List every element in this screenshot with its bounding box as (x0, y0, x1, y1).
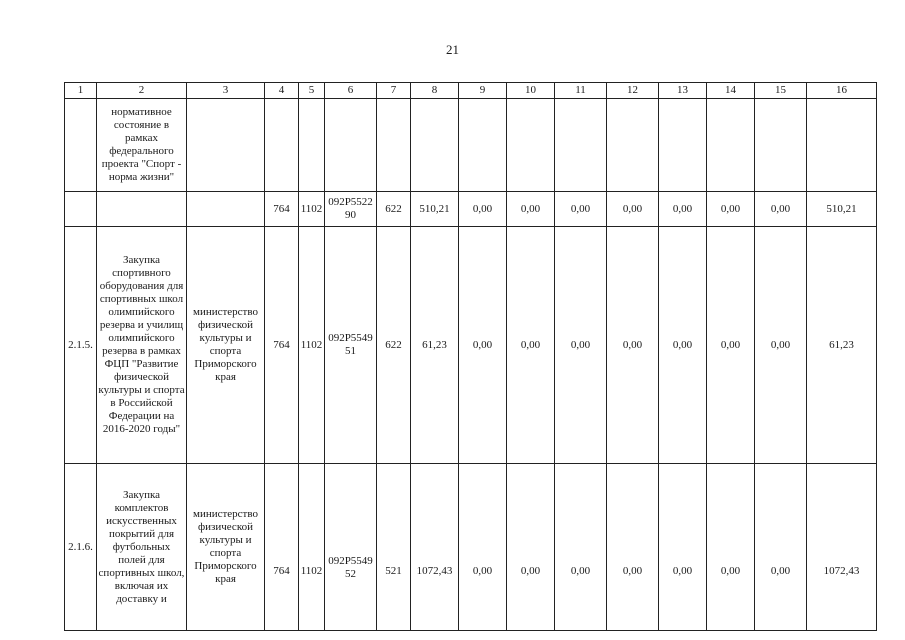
cell-section-code: 1102 (299, 464, 325, 631)
cell (607, 99, 659, 192)
cell-value: 0,00 (459, 464, 507, 631)
header-cell: 14 (707, 83, 755, 99)
header-cell: 7 (377, 83, 411, 99)
cell-ministry-code: 764 (265, 464, 299, 631)
header-cell: 11 (555, 83, 607, 99)
cell (507, 99, 555, 192)
cell-section-code: 1102 (299, 192, 325, 227)
cell-total: 61,23 (807, 227, 877, 464)
cell-code (65, 192, 97, 227)
cell-value: 0,00 (507, 227, 555, 464)
header-cell: 3 (187, 83, 265, 99)
budget-table (64, 82, 877, 631)
cell-total: 510,21 (807, 192, 877, 227)
table-row (65, 227, 877, 464)
cell (325, 99, 377, 192)
cell-value: 0,00 (507, 192, 555, 227)
cell-value: 0,00 (607, 227, 659, 464)
cell (411, 99, 459, 192)
cell-value: 0,00 (555, 192, 607, 227)
cell-value: 0,00 (659, 464, 707, 631)
cell-value: 61,23 (411, 227, 459, 464)
cell-executor (187, 192, 265, 227)
cell-code: 2.1.6. (65, 464, 97, 631)
cell (755, 99, 807, 192)
cell-value: 0,00 (607, 464, 659, 631)
cell-total: 1072,43 (807, 464, 877, 631)
cell (299, 99, 325, 192)
cell-target-code: 092P5549 52 (325, 464, 377, 631)
cell-expense-type: 521 (377, 464, 411, 631)
cell-value: 0,00 (555, 227, 607, 464)
cell-ministry-code: 764 (265, 192, 299, 227)
cell-name: Закупка комплектов искусственных покрытий для футбольных полей для спортивных школ, включая их доставку и (97, 464, 187, 631)
cell-value: 1072,43 (411, 464, 459, 631)
cell-expense-type: 622 (377, 192, 411, 227)
cell-value: 0,00 (755, 192, 807, 227)
header-cell: 16 (807, 83, 877, 99)
cell (555, 99, 607, 192)
cell (459, 99, 507, 192)
cell-expense-type: 622 (377, 227, 411, 464)
cell-executor: министерство физической культуры и спорта Приморского края (187, 464, 265, 631)
table-row (65, 99, 877, 192)
cell-code (65, 99, 97, 192)
cell-value: 0,00 (607, 192, 659, 227)
cell-value: 510,21 (411, 192, 459, 227)
cell-executor (187, 99, 265, 192)
cell-value: 0,00 (755, 227, 807, 464)
header-cell: 9 (459, 83, 507, 99)
cell-value: 0,00 (707, 464, 755, 631)
cell (659, 99, 707, 192)
header-cell: 13 (659, 83, 707, 99)
cell-target-code: 092P5549 51 (325, 227, 377, 464)
header-cell: 5 (299, 83, 325, 99)
cell (707, 99, 755, 192)
cell-value: 0,00 (507, 464, 555, 631)
header-cell: 15 (755, 83, 807, 99)
cell-section-code: 1102 (299, 227, 325, 464)
cell (807, 99, 877, 192)
header-cell: 12 (607, 83, 659, 99)
cell-value: 0,00 (707, 192, 755, 227)
page-number: 21 (446, 42, 459, 57)
cell (265, 99, 299, 192)
cell-name (97, 192, 187, 227)
cell-executor: министерство физической культуры и спорта Приморского края (187, 227, 265, 464)
cell-value: 0,00 (707, 227, 755, 464)
cell-value: 0,00 (459, 192, 507, 227)
cell-name: Закупка спортивного оборудования для спортивных школ олимпийского резерва и училищ олимпийского резерва в рамках ФЦП "Развитие физической культуры и спорта в Российской Федерации на 2016-2020 годы" (97, 227, 187, 464)
table-row (65, 464, 877, 631)
cell-value: 0,00 (555, 464, 607, 631)
table-row (65, 192, 877, 227)
cell-value: 0,00 (459, 227, 507, 464)
cell-value: 0,00 (659, 227, 707, 464)
header-cell: 6 (325, 83, 377, 99)
cell-ministry-code: 764 (265, 227, 299, 464)
header-cell: 2 (97, 83, 187, 99)
cell-target-code: 092P5522 90 (325, 192, 377, 227)
header-cell: 1 (65, 83, 97, 99)
cell-code: 2.1.5. (65, 227, 97, 464)
header-cell: 8 (411, 83, 459, 99)
cell-name: нормативное состояние в рамках федерального проекта "Спорт - норма жизни" (97, 99, 187, 192)
header-cell: 4 (265, 83, 299, 99)
cell-value: 0,00 (659, 192, 707, 227)
table-header-row (65, 83, 877, 99)
header-cell: 10 (507, 83, 555, 99)
cell-value: 0,00 (755, 464, 807, 631)
cell (377, 99, 411, 192)
